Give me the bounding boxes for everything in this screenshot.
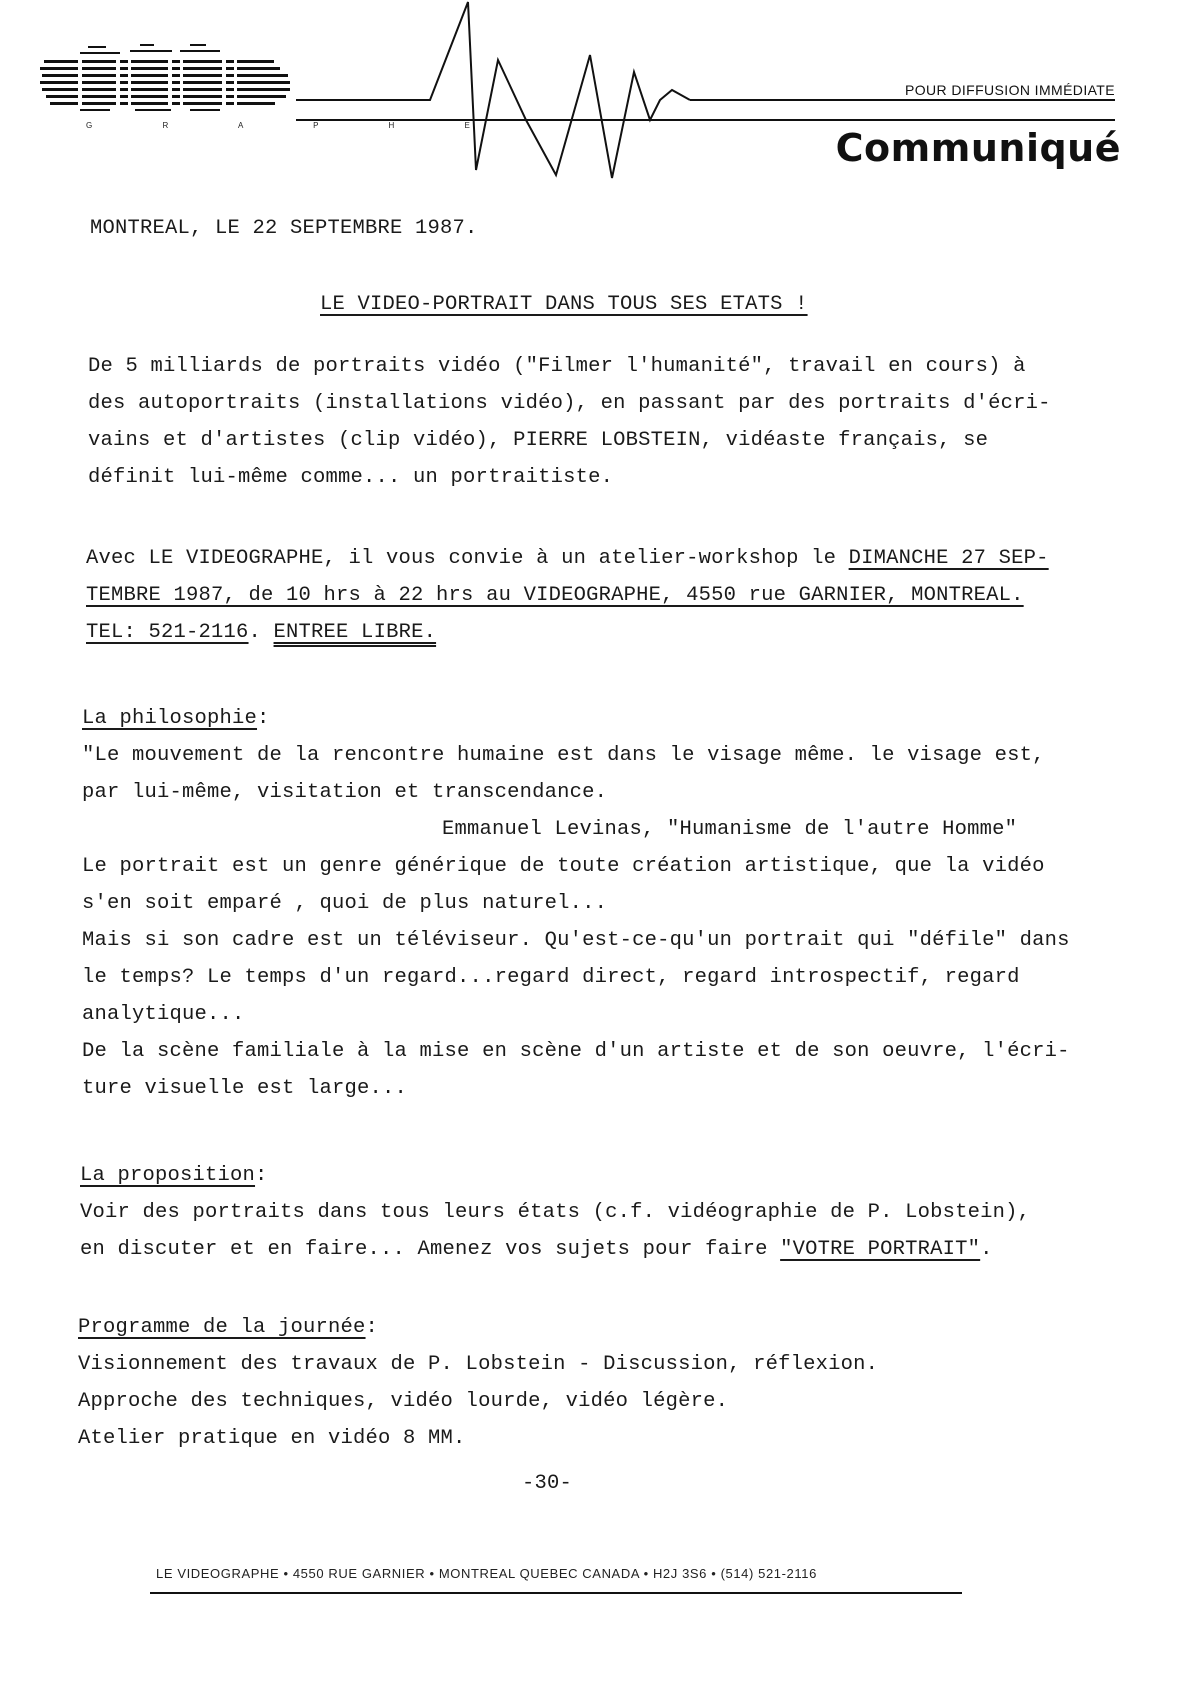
dateline: MONTREAL, LE 22 SEPTEMBRE 1987. xyxy=(90,217,478,240)
heading-colon: : xyxy=(255,1164,268,1187)
event-details: TEMBRE 1987, de 10 hrs à 22 hrs au VIDEOGRAPHE, 4550 rue GARNIER, MONTREAL. xyxy=(86,584,1024,607)
logo-subtitle: G R A P H E xyxy=(86,121,504,130)
text-line: par lui-même, visitation et transcendance. xyxy=(82,781,608,804)
separator: . xyxy=(248,621,274,644)
text-line: Mais si son cadre est un téléviseur. Qu'est-ce-qu'un portrait qui "défile" dans xyxy=(82,929,1070,952)
text-line: Atelier pratique en vidéo 8 MM. xyxy=(78,1427,466,1450)
text-line: Approche des techniques, vidéo lourde, vidéo légère. xyxy=(78,1390,729,1413)
programme-heading: Programme de la journée xyxy=(78,1316,366,1339)
text-line: "Le mouvement de la rencontre humaine est dans le visage même. le visage est, xyxy=(82,744,1045,767)
heading-colon: : xyxy=(365,1316,379,1339)
text-line xyxy=(86,547,1049,584)
text-line: ture visuelle est large... xyxy=(82,1077,408,1100)
section-heading xyxy=(80,1164,1030,1201)
event-date: DIMANCHE 27 SEP- xyxy=(848,547,1049,570)
text-line: De la scène familiale à la mise en scène d'un artiste et de son oeuvre, l'écri- xyxy=(82,1040,1070,1063)
section-heading xyxy=(82,707,1070,744)
proposition-text: en discuter et en faire... Amenez vos sujets pour faire xyxy=(80,1238,781,1261)
votre-portrait: "VOTRE PORTRAIT" xyxy=(780,1238,981,1261)
section-heading xyxy=(78,1316,878,1353)
philosophie-section xyxy=(82,707,1070,1114)
quote-attribution: Emmanuel Levinas, "Humanisme de l'autre Homme" xyxy=(442,818,1018,841)
footer-rule xyxy=(150,1592,962,1594)
text-line: définit lui-même comme... un portraitiste. xyxy=(88,466,614,489)
event-admission: ENTREE LIBRE. xyxy=(273,621,437,644)
philosophie-heading: La philosophie xyxy=(82,707,258,730)
page-number: -30- xyxy=(522,1472,573,1495)
period: . xyxy=(980,1238,993,1261)
text-line: le temps? Le temps d'un regard...regard direct, regard introspectif, regard xyxy=(82,966,1020,989)
text-line xyxy=(86,621,1049,658)
text-line: vains et d'artistes (clip vidéo), PIERRE LOBSTEIN, vidéaste français, se xyxy=(88,429,989,452)
proposition-section xyxy=(80,1164,1030,1275)
programme-section xyxy=(78,1316,878,1464)
event-phone: TEL: 521-2116 xyxy=(86,621,249,644)
text-line: Le portrait est un genre générique de toute création artistique, que la vidéo xyxy=(82,855,1045,878)
text-line: analytique... xyxy=(82,1003,245,1026)
invite-text: Avec LE VIDEOGRAPHE, il vous convie à un atelier-workshop le xyxy=(86,547,849,570)
text-line: Voir des portraits dans tous leurs états (c.f. vidéographie de P. Lobstein), xyxy=(80,1201,1031,1224)
header xyxy=(0,0,1203,190)
proposition-heading: La proposition xyxy=(80,1164,256,1187)
text-line xyxy=(86,584,1049,621)
text-line: Visionnement des travaux de P. Lobstein - Discussion, réflexion. xyxy=(78,1353,879,1376)
communique-title: Communiqué xyxy=(835,126,1121,170)
text-line xyxy=(80,1238,1030,1275)
text-line: s'en soit emparé , quoi de plus naturel... xyxy=(82,892,608,915)
text-line: De 5 milliards de portraits vidéo ("Filmer l'humanité", travail en cours) à xyxy=(88,355,1026,378)
document-title: LE VIDEO-PORTRAIT DANS TOUS SES ETATS ! xyxy=(320,293,808,316)
diffusion-label: POUR DIFFUSION IMMÉDIATE xyxy=(904,82,1115,98)
footer-address: LE VIDEOGRAPHE • 4550 RUE GARNIER • MONTREAL QUEBEC CANADA • H2J 3S6 • (514) 521-2116 xyxy=(156,1566,817,1581)
heading-colon: : xyxy=(257,707,270,730)
intro-paragraph xyxy=(88,355,1051,503)
invite-paragraph xyxy=(86,547,1049,658)
text-line: des autoportraits (installations vidéo), en passant par des portraits d'écri- xyxy=(88,392,1051,415)
